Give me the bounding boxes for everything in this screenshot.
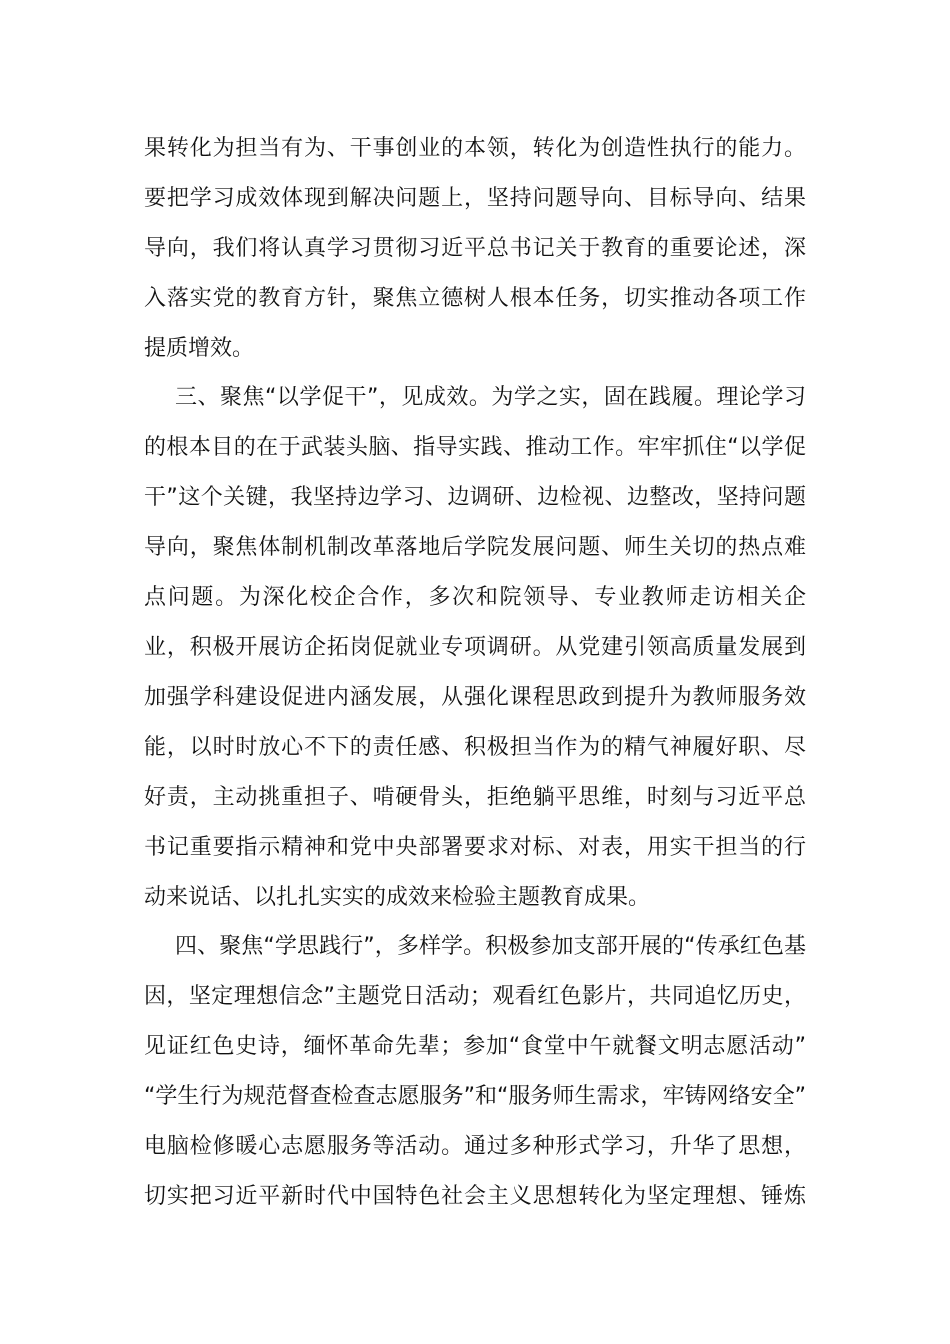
text-line: 见证红色史诗，缅怀革命先辈；参加“食堂中午就餐文明志愿活动” bbox=[144, 1034, 806, 1059]
text-line: 切实把习近平新时代中国特色社会主义思想转化为坚定理想、锤炼 bbox=[144, 1184, 806, 1209]
text-line: 点问题。为深化校企合作，多次和院领导、专业教师走访相关企 bbox=[144, 585, 806, 610]
text-line: “学生行为规范督查检查志愿服务”和“服务师生需求，牢铸网络安全” bbox=[144, 1084, 806, 1109]
text-line: 能，以时时放心不下的责任感、积极担当作为的精气神履好职、尽 bbox=[144, 735, 806, 760]
text-line: 入落实党的教育方针，聚焦立德树人根本任务，切实推动各项工作 bbox=[144, 286, 806, 311]
text-line: 的根本目的在于武装头脑、指导实践、推动工作。牢牢抓住“以学促 bbox=[144, 435, 806, 460]
text-line: 好责，主动挑重担子、啃硬骨头，拒绝躺平思维，时刻与习近平总 bbox=[144, 785, 806, 810]
text-line: 三、聚焦“以学促干”，见成效。为学之实，固在践履。理论学习 bbox=[175, 385, 806, 410]
text-line: 电脑检修暖心志愿服务等活动。通过多种形式学习，升华了思想， bbox=[144, 1134, 806, 1159]
text-line: 提质增效。 bbox=[144, 336, 255, 361]
text-line: 果转化为担当有为、干事创业的本领，转化为创造性执行的能力。 bbox=[144, 136, 806, 161]
text-line: 导向，聚焦体制机制改革落地后学院发展问题、师生关切的热点难 bbox=[144, 535, 806, 560]
text-line: 书记重要指示精神和党中央部署要求对标、对表，用实干担当的行 bbox=[144, 835, 806, 860]
text-line: 业，积极开展访企拓岗促就业专项调研。从党建引领高质量发展到 bbox=[144, 635, 806, 660]
text-line: 四、聚焦“学思践行”，多样学。积极参加支部开展的“传承红色基 bbox=[175, 934, 806, 959]
text-line: 干”这个关键，我坚持边学习、边调研、边检视、边整改，坚持问题 bbox=[144, 485, 806, 510]
text-line: 动来说话、以扎扎实实的成效来检验主题教育成果。 bbox=[144, 885, 651, 910]
text-line: 导向，我们将认真学习贯彻习近平总书记关于教育的重要论述，深 bbox=[144, 236, 806, 261]
text-line: 要把学习成效体现到解决问题上，坚持问题导向、目标导向、结果 bbox=[144, 186, 806, 211]
text-line: 加强学科建设促进内涵发展，从强化课程思政到提升为教师服务效 bbox=[144, 685, 806, 710]
text-line: 因，坚定理想信念”主题党日活动；观看红色影片，共同追忆历史， bbox=[144, 984, 806, 1009]
